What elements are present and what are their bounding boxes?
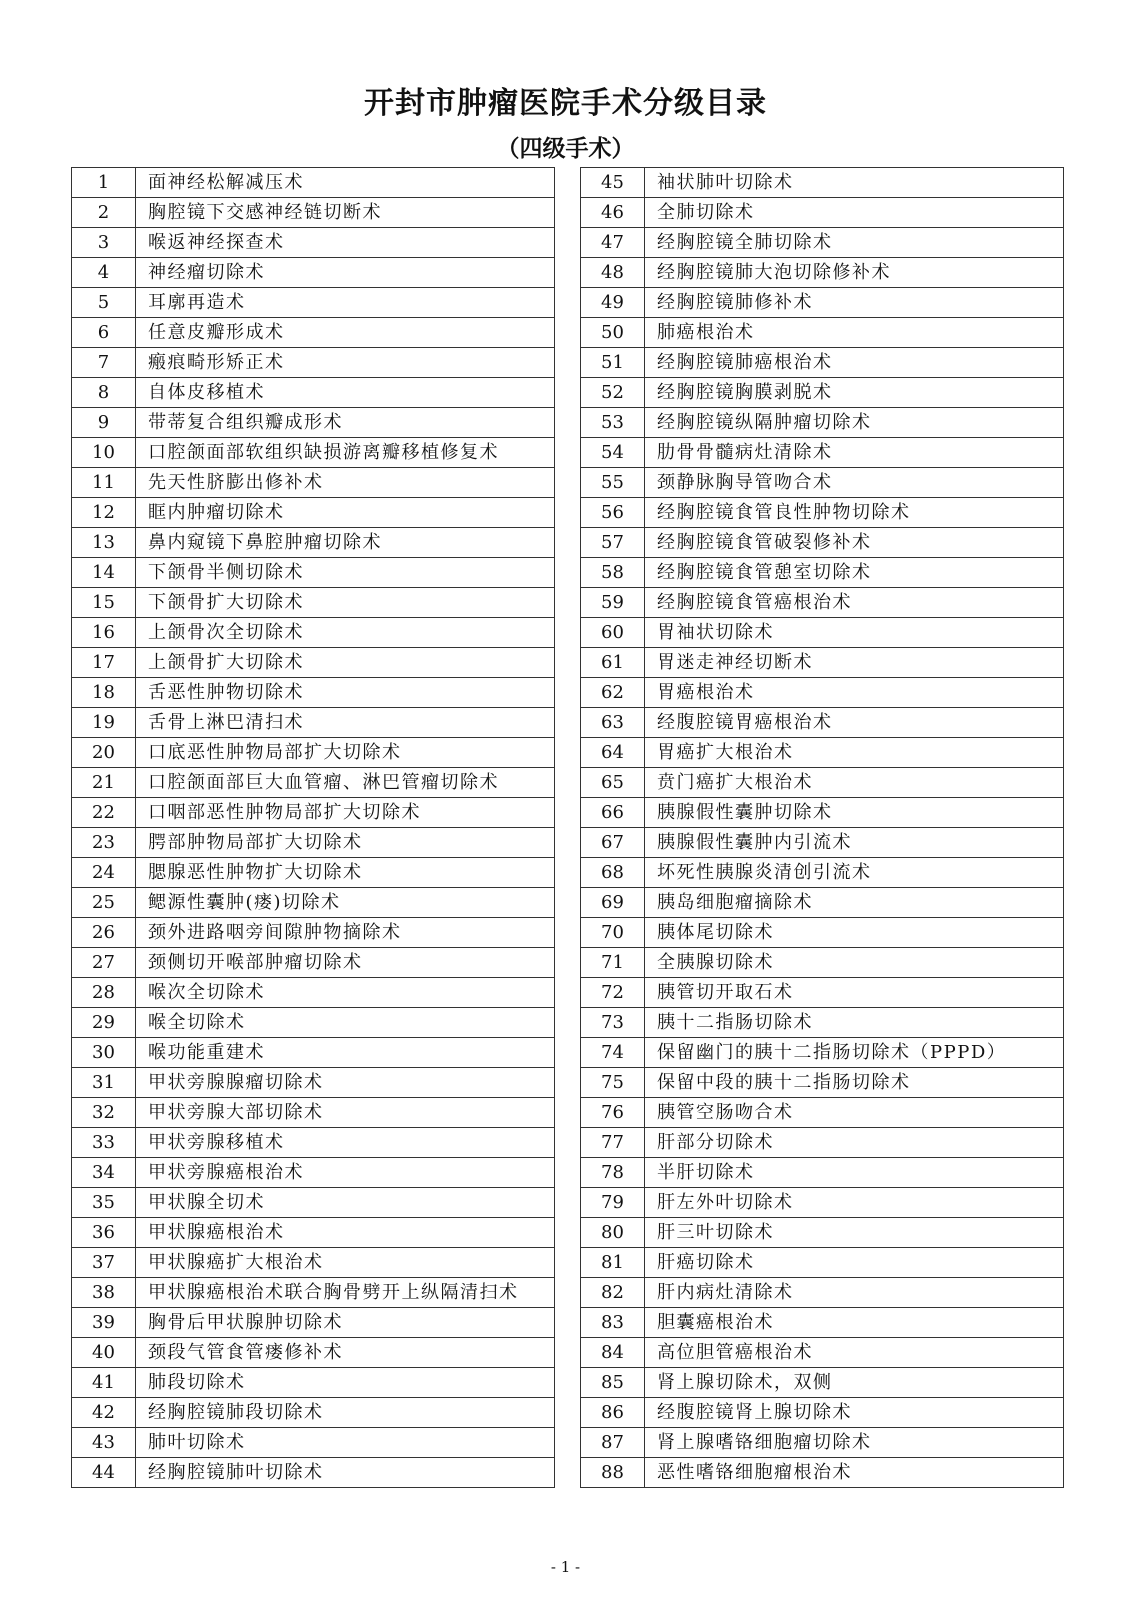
table-row xyxy=(72,1158,555,1188)
table-row xyxy=(72,1458,555,1488)
surgery-name: 口底恶性肿物局部扩大切除术 xyxy=(136,738,555,768)
row-number: 41 xyxy=(72,1368,136,1398)
table-row xyxy=(581,1098,1064,1128)
surgery-name: 喉返神经探查术 xyxy=(136,228,555,258)
row-number: 61 xyxy=(581,648,645,678)
row-number: 45 xyxy=(581,168,645,198)
table-row xyxy=(72,678,555,708)
row-number: 82 xyxy=(581,1278,645,1308)
table-row xyxy=(581,1008,1064,1038)
surgery-name: 肝癌切除术 xyxy=(645,1248,1064,1278)
row-number: 8 xyxy=(72,378,136,408)
surgery-name: 喉功能重建术 xyxy=(136,1038,555,1068)
row-number: 15 xyxy=(72,588,136,618)
surgery-name: 经胸腔镜纵隔肿瘤切除术 xyxy=(645,408,1064,438)
surgery-name: 先天性脐膨出修补术 xyxy=(136,468,555,498)
row-number: 2 xyxy=(72,198,136,228)
row-number: 25 xyxy=(72,888,136,918)
table-row xyxy=(581,708,1064,738)
surgery-name: 舌骨上淋巴清扫术 xyxy=(136,708,555,738)
row-number: 54 xyxy=(581,438,645,468)
surgery-name: 颈侧切开喉部肿瘤切除术 xyxy=(136,948,555,978)
surgery-name: 肺叶切除术 xyxy=(136,1428,555,1458)
table-row xyxy=(72,498,555,528)
surgery-name: 胃袖状切除术 xyxy=(645,618,1064,648)
row-number: 5 xyxy=(72,288,136,318)
row-number: 30 xyxy=(72,1038,136,1068)
row-number: 3 xyxy=(72,228,136,258)
surgery-name: 口腔颌面部巨大血管瘤、淋巴管瘤切除术 xyxy=(136,768,555,798)
row-number: 48 xyxy=(581,258,645,288)
row-number: 80 xyxy=(581,1218,645,1248)
row-number: 63 xyxy=(581,708,645,738)
table-row xyxy=(72,618,555,648)
surgery-name: 上颌骨次全切除术 xyxy=(136,618,555,648)
surgery-name: 全肺切除术 xyxy=(645,198,1064,228)
row-number: 83 xyxy=(581,1308,645,1338)
row-number: 14 xyxy=(72,558,136,588)
table-row xyxy=(581,948,1064,978)
surgery-name: 胸骨后甲状腺肿切除术 xyxy=(136,1308,555,1338)
surgery-name: 甲状旁腺腺瘤切除术 xyxy=(136,1068,555,1098)
surgery-name: 经胸腔镜肺大泡切除修补术 xyxy=(645,258,1064,288)
table-row xyxy=(581,828,1064,858)
table-row xyxy=(72,828,555,858)
row-number: 72 xyxy=(581,978,645,1008)
surgery-name: 肺癌根治术 xyxy=(645,318,1064,348)
table-row xyxy=(72,528,555,558)
row-number: 52 xyxy=(581,378,645,408)
table-row xyxy=(72,348,555,378)
surgery-name: 经胸腔镜肺叶切除术 xyxy=(136,1458,555,1488)
table-row xyxy=(581,798,1064,828)
page-subtitle: （四级手术） xyxy=(496,135,635,162)
surgery-name: 胰体尾切除术 xyxy=(645,918,1064,948)
surgery-name: 神经瘤切除术 xyxy=(136,258,555,288)
row-number: 70 xyxy=(581,918,645,948)
surgery-name: 经胸腔镜食管憩室切除术 xyxy=(645,558,1064,588)
surgery-name: 面神经松解减压术 xyxy=(136,168,555,198)
table-row xyxy=(72,1338,555,1368)
row-number: 34 xyxy=(72,1158,136,1188)
table-row xyxy=(581,528,1064,558)
row-number: 22 xyxy=(72,798,136,828)
surgery-name: 肾上腺切除术，双侧 xyxy=(645,1368,1064,1398)
table-row xyxy=(581,588,1064,618)
table-row xyxy=(72,1218,555,1248)
surgery-name: 喉全切除术 xyxy=(136,1008,555,1038)
surgery-name: 耳廓再造术 xyxy=(136,288,555,318)
surgery-name: 喉次全切除术 xyxy=(136,978,555,1008)
table-row xyxy=(72,558,555,588)
surgery-name: 胃迷走神经切断术 xyxy=(645,648,1064,678)
table-row xyxy=(72,1098,555,1128)
table-row xyxy=(72,1188,555,1218)
surgery-table-right-body xyxy=(581,168,1064,1488)
table-row xyxy=(581,618,1064,648)
surgery-name: 肝部分切除术 xyxy=(645,1128,1064,1158)
table-row xyxy=(581,1068,1064,1098)
surgery-name: 甲状旁腺移植术 xyxy=(136,1128,555,1158)
row-number: 76 xyxy=(581,1098,645,1128)
row-number: 32 xyxy=(72,1098,136,1128)
table-row xyxy=(72,1068,555,1098)
table-row xyxy=(581,918,1064,948)
row-number: 66 xyxy=(581,798,645,828)
surgery-name: 颈外进路咽旁间隙肿物摘除术 xyxy=(136,918,555,948)
row-number: 10 xyxy=(72,438,136,468)
row-number: 62 xyxy=(581,678,645,708)
row-number: 51 xyxy=(581,348,645,378)
table-row xyxy=(581,318,1064,348)
surgery-name: 下颌骨半侧切除术 xyxy=(136,558,555,588)
row-number: 13 xyxy=(72,528,136,558)
row-number: 85 xyxy=(581,1368,645,1398)
table-row xyxy=(581,468,1064,498)
page-title: 开封市肿瘤医院手术分级目录 xyxy=(364,86,767,121)
row-number: 16 xyxy=(72,618,136,648)
surgery-name: 贲门癌扩大根治术 xyxy=(645,768,1064,798)
row-number: 31 xyxy=(72,1068,136,1098)
surgery-name: 鳃源性囊肿(瘘)切除术 xyxy=(136,888,555,918)
row-number: 27 xyxy=(72,948,136,978)
surgery-table-right xyxy=(580,167,1064,1488)
surgery-name: 甲状腺癌扩大根治术 xyxy=(136,1248,555,1278)
row-number: 7 xyxy=(72,348,136,378)
table-row xyxy=(72,918,555,948)
surgery-name: 甲状腺全切术 xyxy=(136,1188,555,1218)
table-row xyxy=(581,498,1064,528)
table-row xyxy=(72,978,555,1008)
surgery-name: 胰管切开取石术 xyxy=(645,978,1064,1008)
table-row xyxy=(72,198,555,228)
table-row xyxy=(581,648,1064,678)
surgery-name: 肋骨骨髓病灶清除术 xyxy=(645,438,1064,468)
table-row xyxy=(72,738,555,768)
row-number: 9 xyxy=(72,408,136,438)
surgery-name: 带蒂复合组织瓣成形术 xyxy=(136,408,555,438)
table-row xyxy=(581,1368,1064,1398)
row-number: 35 xyxy=(72,1188,136,1218)
row-number: 57 xyxy=(581,528,645,558)
row-number: 33 xyxy=(72,1128,136,1158)
surgery-name: 全胰腺切除术 xyxy=(645,948,1064,978)
row-number: 86 xyxy=(581,1398,645,1428)
row-number: 69 xyxy=(581,888,645,918)
surgery-name: 颈段气管食管瘘修补术 xyxy=(136,1338,555,1368)
row-number: 26 xyxy=(72,918,136,948)
row-number: 65 xyxy=(581,768,645,798)
row-number: 29 xyxy=(72,1008,136,1038)
table-row xyxy=(72,708,555,738)
surgery-name: 鼻内窥镜下鼻腔肿瘤切除术 xyxy=(136,528,555,558)
table-row xyxy=(72,768,555,798)
surgery-name: 经胸腔镜食管破裂修补术 xyxy=(645,528,1064,558)
table-row xyxy=(72,318,555,348)
table-row xyxy=(581,1428,1064,1458)
row-number: 87 xyxy=(581,1428,645,1458)
page-number: - 1 - xyxy=(550,1558,581,1576)
row-number: 56 xyxy=(581,498,645,528)
table-row xyxy=(581,858,1064,888)
row-number: 38 xyxy=(72,1278,136,1308)
table-row xyxy=(581,1128,1064,1158)
table-row xyxy=(581,1038,1064,1068)
table-row xyxy=(581,1188,1064,1218)
table-row xyxy=(581,408,1064,438)
row-number: 44 xyxy=(72,1458,136,1488)
table-row xyxy=(581,1338,1064,1368)
surgery-name: 下颌骨扩大切除术 xyxy=(136,588,555,618)
surgery-name: 上颌骨扩大切除术 xyxy=(136,648,555,678)
table-row xyxy=(581,1398,1064,1428)
surgery-name: 经胸腔镜食管良性肿物切除术 xyxy=(645,498,1064,528)
row-number: 78 xyxy=(581,1158,645,1188)
row-number: 20 xyxy=(72,738,136,768)
surgery-name: 口咽部恶性肿物局部扩大切除术 xyxy=(136,798,555,828)
surgery-name: 颈静脉胸导管吻合术 xyxy=(645,468,1064,498)
surgery-name: 胸腔镜下交感神经链切断术 xyxy=(136,198,555,228)
row-number: 64 xyxy=(581,738,645,768)
surgery-name: 经腹腔镜胃癌根治术 xyxy=(645,708,1064,738)
table-row xyxy=(72,1278,555,1308)
table-row xyxy=(581,978,1064,1008)
row-number: 40 xyxy=(72,1338,136,1368)
row-number: 28 xyxy=(72,978,136,1008)
row-number: 53 xyxy=(581,408,645,438)
surgery-name: 经胸腔镜全肺切除术 xyxy=(645,228,1064,258)
table-row xyxy=(581,1158,1064,1188)
table-row xyxy=(72,1038,555,1068)
row-number: 67 xyxy=(581,828,645,858)
row-number: 49 xyxy=(581,288,645,318)
surgery-name: 经胸腔镜肺癌根治术 xyxy=(645,348,1064,378)
row-number: 17 xyxy=(72,648,136,678)
table-row xyxy=(581,1308,1064,1338)
surgery-name: 胆囊癌根治术 xyxy=(645,1308,1064,1338)
surgery-name: 经胸腔镜食管癌根治术 xyxy=(645,588,1064,618)
table-row xyxy=(581,438,1064,468)
surgery-name: 胰腺假性囊肿切除术 xyxy=(645,798,1064,828)
table-row xyxy=(581,558,1064,588)
surgery-name: 半肝切除术 xyxy=(645,1158,1064,1188)
table-row xyxy=(72,228,555,258)
row-number: 39 xyxy=(72,1308,136,1338)
row-number: 73 xyxy=(581,1008,645,1038)
surgery-name: 瘢痕畸形矫正术 xyxy=(136,348,555,378)
row-number: 50 xyxy=(581,318,645,348)
table-row xyxy=(72,1368,555,1398)
table-row xyxy=(581,348,1064,378)
surgery-name: 高位胆管癌根治术 xyxy=(645,1338,1064,1368)
surgery-name: 肝内病灶清除术 xyxy=(645,1278,1064,1308)
row-number: 71 xyxy=(581,948,645,978)
row-number: 6 xyxy=(72,318,136,348)
surgery-name: 坏死性胰腺炎清创引流术 xyxy=(645,858,1064,888)
table-row xyxy=(72,258,555,288)
table-row xyxy=(581,288,1064,318)
row-number: 12 xyxy=(72,498,136,528)
table-row xyxy=(72,468,555,498)
surgery-name: 腭部肿物局部扩大切除术 xyxy=(136,828,555,858)
surgery-name: 肾上腺嗜铬细胞瘤切除术 xyxy=(645,1428,1064,1458)
row-number: 46 xyxy=(581,198,645,228)
table-row xyxy=(581,1248,1064,1278)
surgery-name: 经胸腔镜肺段切除术 xyxy=(136,1398,555,1428)
table-row xyxy=(72,1248,555,1278)
surgery-name: 甲状旁腺大部切除术 xyxy=(136,1098,555,1128)
row-number: 11 xyxy=(72,468,136,498)
surgery-name: 甲状旁腺癌根治术 xyxy=(136,1158,555,1188)
table-row xyxy=(72,408,555,438)
table-row xyxy=(72,288,555,318)
row-number: 59 xyxy=(581,588,645,618)
row-number: 81 xyxy=(581,1248,645,1278)
surgery-name: 保留幽门的胰十二指肠切除术（PPPD） xyxy=(645,1038,1064,1068)
table-row xyxy=(581,888,1064,918)
row-number: 37 xyxy=(72,1248,136,1278)
surgery-name: 胰十二指肠切除术 xyxy=(645,1008,1064,1038)
row-number: 55 xyxy=(581,468,645,498)
surgery-table-left xyxy=(71,167,555,1488)
row-number: 18 xyxy=(72,678,136,708)
surgery-name: 胰管空肠吻合术 xyxy=(645,1098,1064,1128)
table-row xyxy=(581,1218,1064,1248)
surgery-table-left-body xyxy=(72,168,555,1488)
table-row xyxy=(72,588,555,618)
row-number: 68 xyxy=(581,858,645,888)
surgery-name: 经胸腔镜肺修补术 xyxy=(645,288,1064,318)
row-number: 43 xyxy=(72,1428,136,1458)
surgery-name: 眶内肿瘤切除术 xyxy=(136,498,555,528)
table-row xyxy=(72,378,555,408)
table-row xyxy=(72,1428,555,1458)
table-row xyxy=(72,798,555,828)
table-row xyxy=(72,1008,555,1038)
table-row xyxy=(581,1458,1064,1488)
table-row xyxy=(581,258,1064,288)
table-row xyxy=(72,1398,555,1428)
row-number: 58 xyxy=(581,558,645,588)
surgery-name: 胰腺假性囊肿内引流术 xyxy=(645,828,1064,858)
row-number: 42 xyxy=(72,1398,136,1428)
table-row xyxy=(581,228,1064,258)
table-row xyxy=(581,168,1064,198)
surgery-name: 任意皮瓣形成术 xyxy=(136,318,555,348)
row-number: 84 xyxy=(581,1338,645,1368)
surgery-name: 肺段切除术 xyxy=(136,1368,555,1398)
row-number: 1 xyxy=(72,168,136,198)
row-number: 88 xyxy=(581,1458,645,1488)
row-number: 23 xyxy=(72,828,136,858)
table-row xyxy=(72,1308,555,1338)
table-row xyxy=(581,198,1064,228)
surgery-name: 舌恶性肿物切除术 xyxy=(136,678,555,708)
table-row xyxy=(72,168,555,198)
table-row xyxy=(72,648,555,678)
row-number: 24 xyxy=(72,858,136,888)
surgery-name: 甲状腺癌根治术 xyxy=(136,1218,555,1248)
surgery-name: 胰岛细胞瘤摘除术 xyxy=(645,888,1064,918)
table-row xyxy=(581,738,1064,768)
table-row xyxy=(581,678,1064,708)
table-row xyxy=(581,768,1064,798)
surgery-name: 腮腺恶性肿物扩大切除术 xyxy=(136,858,555,888)
row-number: 60 xyxy=(581,618,645,648)
surgery-name: 甲状腺癌根治术联合胸骨劈开上纵隔清扫术 xyxy=(136,1278,555,1308)
surgery-name: 经腹腔镜肾上腺切除术 xyxy=(645,1398,1064,1428)
table-row xyxy=(72,1128,555,1158)
surgery-name: 胃癌扩大根治术 xyxy=(645,738,1064,768)
row-number: 21 xyxy=(72,768,136,798)
table-row xyxy=(72,888,555,918)
surgery-name: 经胸腔镜胸膜剥脱术 xyxy=(645,378,1064,408)
surgery-name: 袖状肺叶切除术 xyxy=(645,168,1064,198)
row-number: 47 xyxy=(581,228,645,258)
surgery-name: 自体皮移植术 xyxy=(136,378,555,408)
row-number: 4 xyxy=(72,258,136,288)
table-row xyxy=(581,378,1064,408)
surgery-name: 恶性嗜铬细胞瘤根治术 xyxy=(645,1458,1064,1488)
table-row xyxy=(72,948,555,978)
table-row xyxy=(72,438,555,468)
row-number: 36 xyxy=(72,1218,136,1248)
surgery-name: 保留中段的胰十二指肠切除术 xyxy=(645,1068,1064,1098)
row-number: 75 xyxy=(581,1068,645,1098)
table-row xyxy=(72,858,555,888)
surgery-name: 肝三叶切除术 xyxy=(645,1218,1064,1248)
surgery-name: 口腔颌面部软组织缺损游离瓣移植修复术 xyxy=(136,438,555,468)
surgery-name: 肝左外叶切除术 xyxy=(645,1188,1064,1218)
table-row xyxy=(581,1278,1064,1308)
row-number: 79 xyxy=(581,1188,645,1218)
row-number: 74 xyxy=(581,1038,645,1068)
surgery-name: 胃癌根治术 xyxy=(645,678,1064,708)
row-number: 77 xyxy=(581,1128,645,1158)
row-number: 19 xyxy=(72,708,136,738)
